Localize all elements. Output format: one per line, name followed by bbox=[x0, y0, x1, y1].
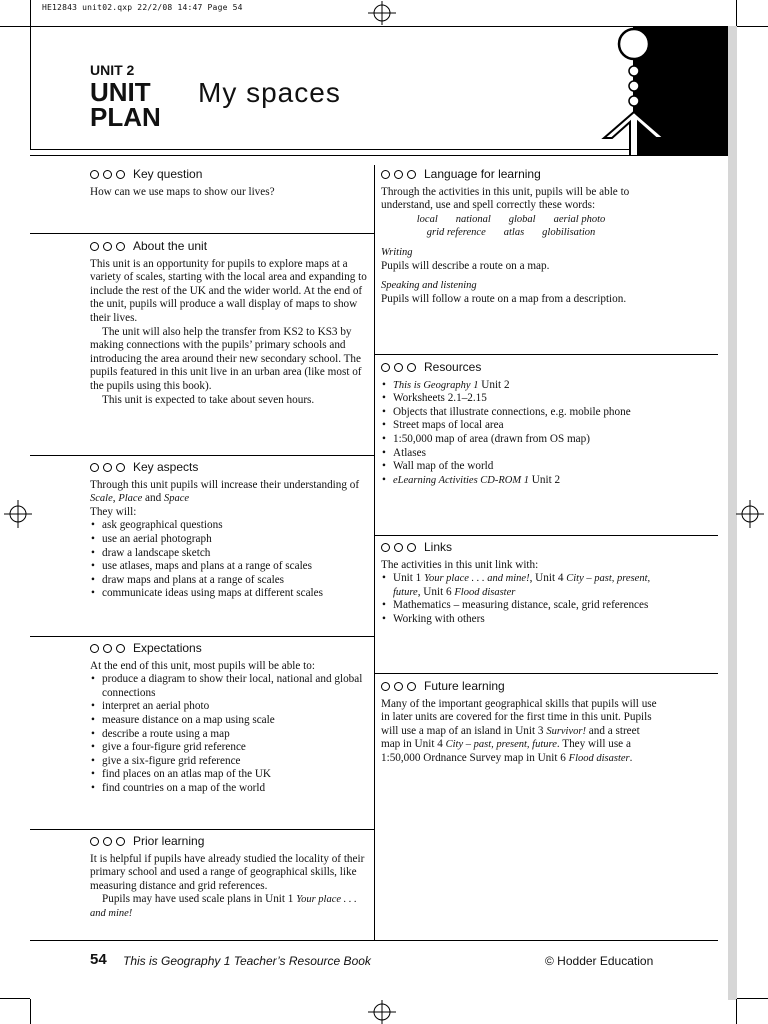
header-top-rule bbox=[30, 26, 634, 27]
prior-learning-section bbox=[90, 835, 370, 921]
vocabulary-word: grid reference bbox=[426, 227, 486, 239]
page-number: 54 bbox=[90, 951, 107, 968]
section-heading: About the unit bbox=[133, 239, 208, 253]
bullet-list bbox=[381, 572, 661, 626]
unit-number: UNIT 2 bbox=[90, 62, 135, 78]
list-item: • Worksheets 2.1–2.15 bbox=[381, 392, 661, 406]
section-heading: Future learning bbox=[424, 679, 505, 693]
paragraph: Pupils will follow a route on a map from a description. bbox=[381, 292, 627, 305]
list-item: • give a six-figure grid reference bbox=[90, 755, 370, 769]
section-heading: Language for learning bbox=[424, 167, 541, 181]
vocabulary-word: aerial photo bbox=[553, 213, 606, 225]
vocabulary-word: globilisation bbox=[542, 227, 596, 239]
paragraph: Through the activities in this unit, pupils will be able to understand, use and spell correctly these words: bbox=[381, 185, 630, 212]
list-item: • draw a landscape sketch bbox=[90, 547, 370, 561]
circles-icon bbox=[90, 242, 125, 251]
list-item: • Working with others bbox=[381, 613, 661, 627]
circles-icon bbox=[90, 463, 125, 472]
language-section bbox=[381, 168, 661, 306]
about-section bbox=[90, 240, 370, 407]
paragraph: It is helpful if pupils have already studied the locality of their primary school and used a range of geographical skills, like measuring distance and grid references. bbox=[90, 852, 365, 892]
list-item: • find countries on a map of the world bbox=[90, 782, 370, 796]
bullet-list bbox=[381, 379, 661, 488]
section-heading: Links bbox=[424, 540, 453, 554]
list-item: • Unit 1 Your place . . . and mine!, Unit 4 City – past, present, future, Unit 6 Flood disaster bbox=[381, 572, 661, 599]
section-heading: Expectations bbox=[133, 641, 202, 655]
vocabulary-word: global bbox=[508, 213, 536, 225]
list-item: • describe a route using a map bbox=[90, 728, 370, 742]
section-heading: Prior learning bbox=[133, 834, 205, 848]
paragraph: They will: bbox=[90, 505, 137, 518]
list-item: • use atlases, maps and plans at a range of scales bbox=[90, 560, 370, 574]
paragraph: This unit is expected to take about seven hours. bbox=[102, 393, 315, 406]
subheading: Speaking and listening bbox=[381, 280, 477, 292]
section-rule bbox=[30, 636, 374, 637]
paragraph: Through this unit pupils will increase their understanding of Scale, Place and Space bbox=[90, 478, 360, 505]
registration-mark-icon bbox=[736, 500, 764, 528]
future-learning-section bbox=[381, 680, 661, 766]
key-question-section bbox=[90, 168, 370, 199]
vocabulary-row bbox=[381, 213, 661, 227]
section-rule bbox=[375, 673, 718, 674]
list-item: • find places on an atlas map of the UK bbox=[90, 768, 370, 782]
paragraph: Many of the important geographical skills that pupils will use in later units are covered for the first time in this unit. Pupils will use a map of an island in Unit 3 Survivor! and a street map in Unit 4 City – past, present, future. They will use a 1:50,000 Ordnance Survey map in Unit 6 Flood disaster. bbox=[381, 697, 657, 764]
circles-icon bbox=[90, 644, 125, 653]
key-question-text: How can we use maps to show our lives? bbox=[90, 185, 275, 198]
circles-icon bbox=[90, 170, 125, 179]
section-rule bbox=[375, 354, 718, 355]
unit-plan-heading: UNIT PLAN bbox=[90, 77, 161, 132]
header-left-rule bbox=[30, 26, 31, 150]
paragraph: The activities in this unit link with: bbox=[381, 558, 539, 571]
section-rule bbox=[30, 233, 374, 234]
print-slug: HE12843 unit02.qxp 22/2/08 14:47 Page 54 bbox=[42, 3, 243, 12]
section-heading: Resources bbox=[424, 360, 482, 374]
list-item: • interpret an aerial photo bbox=[90, 700, 370, 714]
book-title: This is Geography 1 Teacher’s Resource Book bbox=[123, 954, 371, 968]
section-rule bbox=[30, 829, 374, 830]
section-heading: Key question bbox=[133, 167, 203, 181]
registration-mark-icon bbox=[366, 1000, 398, 1024]
list-item: • eLearning Activities CD-ROM 1 Unit 2 bbox=[381, 474, 661, 488]
list-item: • communicate ideas using maps at different scales bbox=[90, 587, 370, 601]
expectations-section bbox=[90, 642, 370, 796]
list-item: • draw maps and plans at a range of scales bbox=[90, 574, 370, 588]
list-item: • Wall map of the world bbox=[381, 460, 661, 474]
registration-mark-icon bbox=[366, 1, 398, 25]
resources-section bbox=[381, 361, 661, 487]
paragraph: This unit is an opportunity for pupils to explore maps at a variety of scales, starting with the local area and expanding to include the rest of the UK and the wider world. At the end of the unit, pupils will produce a wall display of maps to show their lives. bbox=[90, 257, 367, 324]
circles-icon bbox=[381, 543, 416, 552]
paragraph: The unit will also help the transfer from KS2 to KS3 by making connections with the pupils’ primary schools and introducing the area around their new secondary school. The pupils featured in this unit live in an urban area (like most of the pupils using this book). bbox=[90, 325, 362, 392]
key-aspects-section bbox=[90, 461, 370, 601]
copyright: © Hodder Education bbox=[545, 954, 654, 968]
bullet-list bbox=[90, 519, 370, 601]
paragraph: Pupils may have used scale plans in Unit 1 Your place . . . and mine! bbox=[90, 893, 357, 919]
footer-rule bbox=[30, 940, 718, 941]
circles-icon bbox=[381, 363, 416, 372]
vocabulary-word: local bbox=[416, 213, 438, 225]
list-item: • give a four-figure grid reference bbox=[90, 741, 370, 755]
page-title: My spaces bbox=[198, 77, 341, 108]
list-item: • Street maps of local area bbox=[381, 419, 661, 433]
list-item: • Mathematics – measuring distance, scale, grid references bbox=[381, 599, 661, 613]
section-rule bbox=[375, 535, 718, 536]
vocabulary-word: national bbox=[455, 213, 491, 225]
vocabulary-word: atlas bbox=[503, 227, 525, 239]
links-section bbox=[381, 541, 661, 627]
section-heading: Key aspects bbox=[133, 460, 199, 474]
unit-emblem-icon bbox=[598, 26, 670, 156]
list-item: • This is Geography 1 Unit 2 bbox=[381, 379, 661, 393]
circles-icon bbox=[381, 170, 416, 179]
registration-mark-icon bbox=[4, 500, 32, 528]
circles-icon bbox=[381, 682, 416, 691]
list-item: • ask geographical questions bbox=[90, 519, 370, 533]
circles-icon bbox=[90, 837, 125, 846]
bullet-list bbox=[90, 673, 370, 795]
list-item: • produce a diagram to show their local, national and global connections bbox=[90, 673, 370, 700]
subheading: Writing bbox=[381, 246, 413, 258]
vocabulary-row bbox=[381, 226, 661, 240]
list-item: • use an aerial photograph bbox=[90, 533, 370, 547]
paragraph: At the end of this unit, most pupils will be able to: bbox=[90, 659, 315, 672]
list-item: • Objects that illustrate connections, e.g. mobile phone bbox=[381, 406, 661, 420]
list-item: • Atlases bbox=[381, 447, 661, 461]
list-item: • measure distance on a map using scale bbox=[90, 714, 370, 728]
column-divider bbox=[374, 165, 375, 941]
header-bottom-rule bbox=[30, 149, 634, 150]
section-rule bbox=[30, 455, 374, 456]
paragraph: Pupils will describe a route on a map. bbox=[381, 259, 550, 272]
header-bottom-rule-2 bbox=[30, 155, 634, 156]
list-item: • 1:50,000 map of area (drawn from OS map) bbox=[381, 433, 661, 447]
